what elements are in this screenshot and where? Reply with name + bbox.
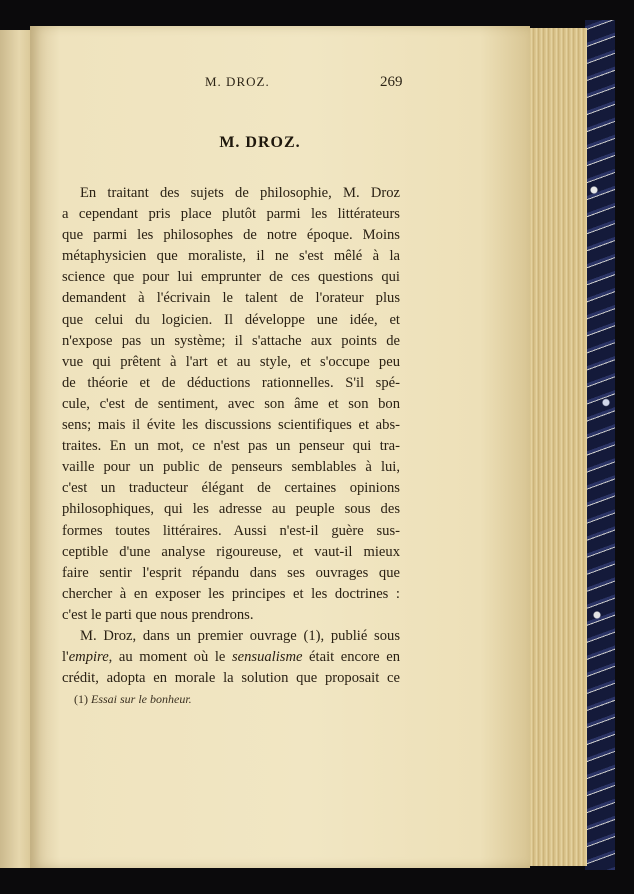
italic-word: sensualisme (231, 649, 303, 666)
text-line: sens; mais il évite les discussions scientifiques et abs- (62, 417, 400, 434)
text-line: n'expose pas un système; il s'attache aux points de (62, 332, 400, 349)
text-fragment: l' (62, 649, 69, 666)
body-text (62, 183, 400, 689)
text-line: faire sentir l'esprit répandu dans ses ouvrages que (62, 564, 400, 581)
text-line: métaphysicien que moraliste, il ne s'est mêlé à la (62, 248, 400, 265)
footnote (74, 692, 192, 707)
text-line: que celui du logicien. Il développe une idée, et (62, 311, 400, 328)
text-line: traites. En un mot, ce n'est pas un penseur qui tra- (62, 438, 400, 455)
running-head: M. DROZ. (205, 74, 270, 89)
text-line: c'est un traducteur élégant de certaines opinions (62, 480, 400, 497)
text-line: cule, c'est de sentiment, avec son âme et son bon (62, 395, 400, 412)
text-line: M. Droz, dans un premier ouvrage (1), publié sous (80, 627, 400, 644)
left-page-edge (0, 30, 32, 868)
italic-word: empire (68, 649, 109, 666)
page-number: 269 (380, 74, 403, 90)
text-line: chercher à en exposer les principes et les doctrines : (62, 585, 400, 602)
text-line: vaille pour un public de penseurs semblables à lui, (62, 459, 400, 476)
text-line: formes toutes littéraires. Aussi n'est-il guère sus- (62, 522, 400, 539)
text-line (62, 647, 400, 668)
text-fragment: était encore en (302, 649, 400, 666)
text-line: que parmi les philosophes de notre époque. Moins (62, 227, 400, 244)
text-line: crédit, adopta en morale la solution que proposait ce (62, 670, 400, 687)
text-line: En traitant des sujets de philosophie, M. Droz (80, 185, 400, 201)
text-line: science que pour lui emprunter de ces questions qui (62, 269, 400, 286)
chapter-title: M. DROZ. (219, 134, 301, 151)
footnote-marker: (1) (74, 692, 91, 706)
text-line: ceptible d'une analyse rigoureuse, et vaut-il mieux (62, 543, 400, 560)
text-line: philosophiques, qui les adresse au peuple sous des (62, 501, 400, 518)
text-line: vue qui prêtent à l'art et au style, et s'occupe peu (62, 353, 400, 370)
text-line: de théorie et de déductions rationnelles. S'il spé- (62, 374, 400, 391)
marbled-cover-board (585, 20, 615, 870)
text-line: a cependant pris place plutôt parmi les littérateurs (62, 206, 400, 223)
footnote-text: Essai sur le bonheur. (91, 692, 192, 706)
text-line: c'est le parti que nous prendrons. (62, 606, 254, 623)
text-fragment: , au moment où le (108, 649, 232, 666)
text-line: demandent à l'écrivain le talent de l'orateur plus (62, 290, 400, 307)
page-header (60, 74, 410, 96)
